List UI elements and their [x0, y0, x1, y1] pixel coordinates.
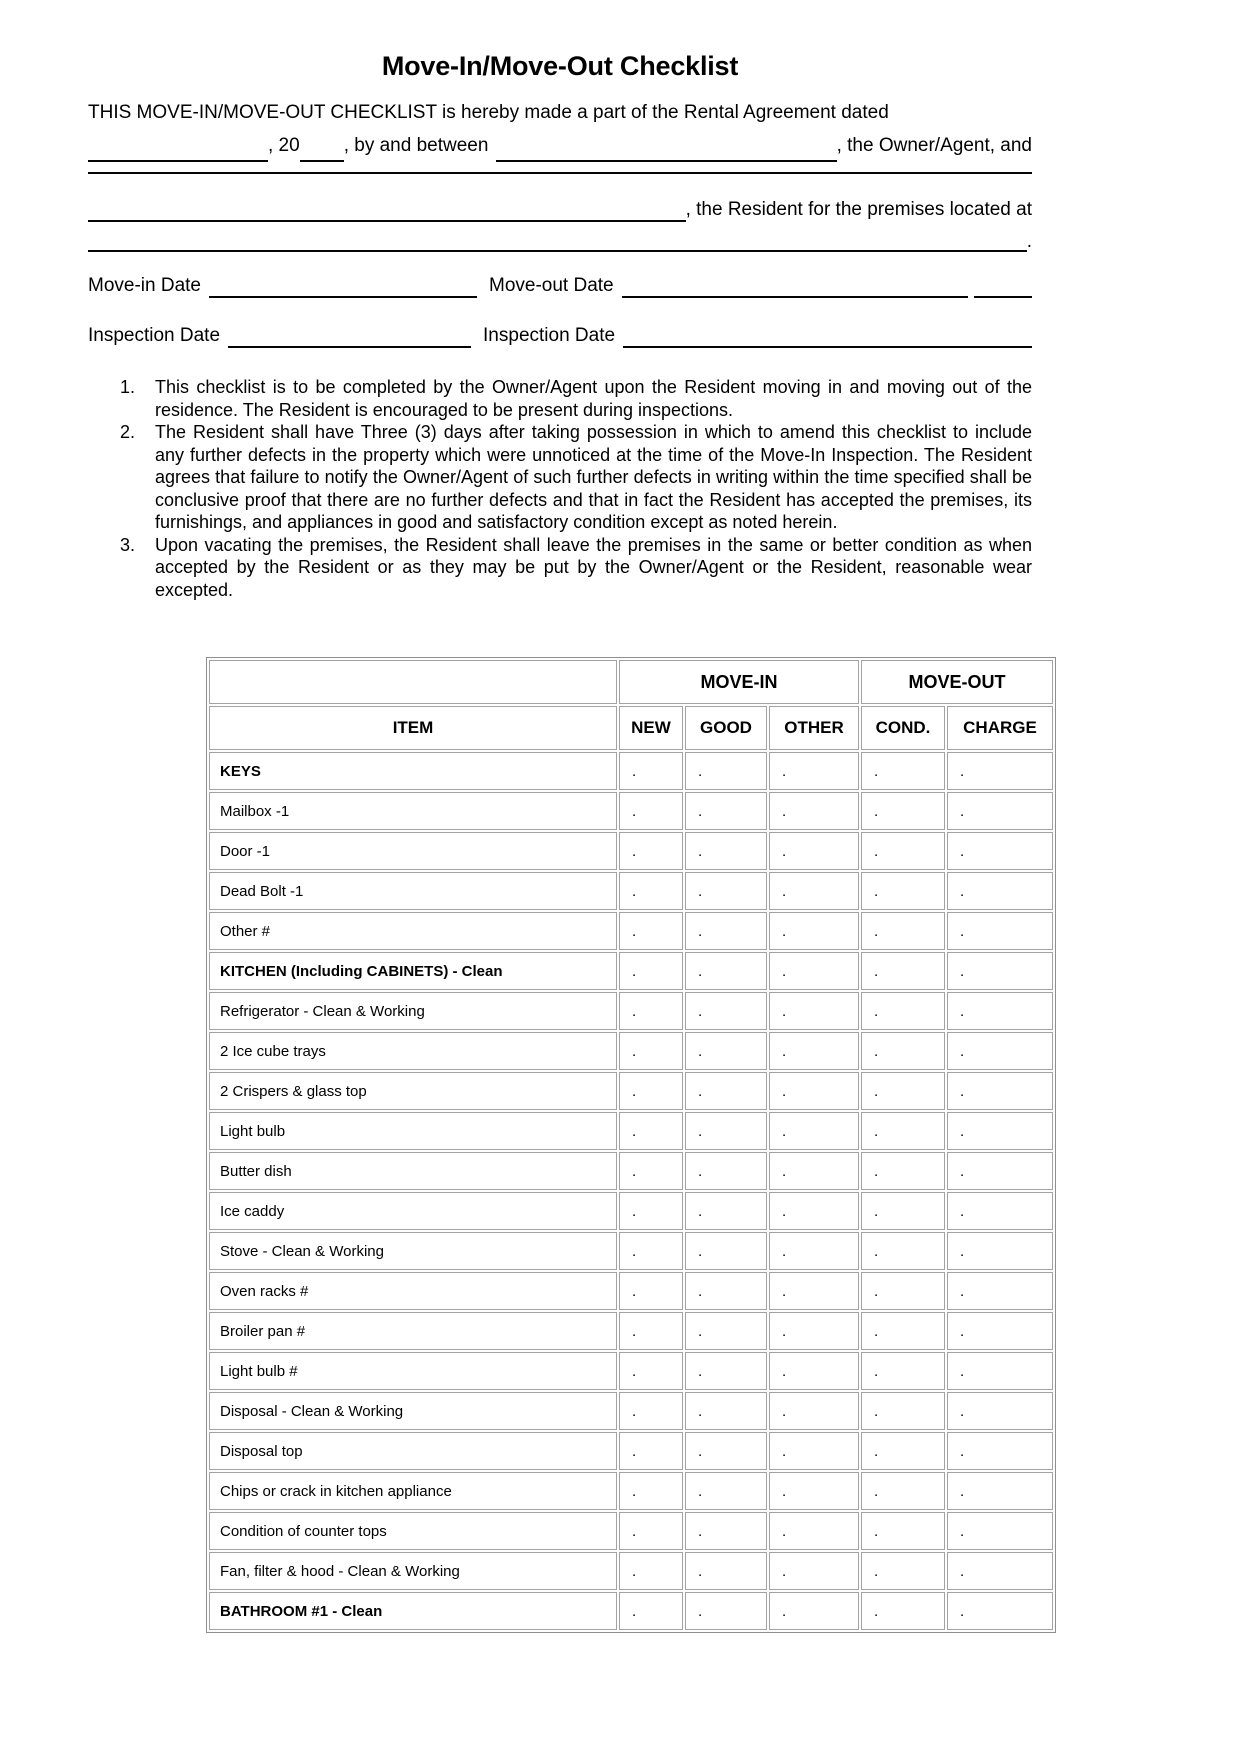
move-in-other-cell: .	[769, 1032, 859, 1070]
item-label: KITCHEN (Including CABINETS) - Clean	[209, 952, 617, 990]
move-out-cond-cell: .	[861, 1072, 945, 1110]
note-number-2: 2.	[120, 422, 136, 442]
move-out-charge-cell: .	[947, 1432, 1053, 1470]
move-in-good-cell: .	[685, 1312, 767, 1350]
move-out-charge-cell: .	[947, 1512, 1053, 1550]
checklist-table	[206, 657, 1056, 1633]
move-in-good-cell: .	[685, 872, 767, 910]
move-out-charge-cell: .	[947, 752, 1053, 790]
move-in-good-cell: .	[685, 952, 767, 990]
item-label: Dead Bolt -1	[209, 872, 617, 910]
move-in-new-cell: .	[619, 1072, 683, 1110]
move-out-date-blank-2	[974, 291, 1032, 298]
move-in-date-blank	[209, 291, 477, 298]
move-out-charge-cell: .	[947, 1392, 1053, 1430]
move-out-charge-cell: .	[947, 1472, 1053, 1510]
resident-name-blank-line	[88, 172, 1032, 174]
item-label: Light bulb	[209, 1112, 617, 1150]
move-in-new-cell: .	[619, 1312, 683, 1350]
item-label: Disposal top	[209, 1432, 617, 1470]
table-row	[209, 1312, 1053, 1350]
move-in-new-cell: .	[619, 1192, 683, 1230]
move-in-new-cell: .	[619, 832, 683, 870]
intro-owner-agent-and: , the Owner/Agent, and	[836, 135, 1032, 156]
item-label: Door -1	[209, 832, 617, 870]
table-row	[209, 752, 1053, 790]
move-out-cond-cell: .	[861, 1152, 945, 1190]
agreement-date-blank	[88, 155, 268, 162]
move-out-cond-cell: .	[861, 752, 945, 790]
move-out-charge-cell: .	[947, 792, 1053, 830]
table-row	[209, 1592, 1053, 1630]
move-in-new-cell: .	[619, 872, 683, 910]
inspection-date-label-1: Inspection Date	[88, 325, 221, 346]
move-out-cond-cell: .	[861, 1592, 945, 1630]
move-out-charge-cell: .	[947, 1232, 1053, 1270]
move-in-other-cell: .	[769, 1472, 859, 1510]
move-out-cond-cell: .	[861, 832, 945, 870]
move-in-new-cell: .	[619, 1392, 683, 1430]
move-out-cond-cell: .	[861, 912, 945, 950]
move-out-cond-cell: .	[861, 1472, 945, 1510]
item-label: Condition of counter tops	[209, 1512, 617, 1550]
resident-premises-text: , the Resident for the premises located at	[685, 199, 1032, 220]
note-item-1	[88, 376, 1032, 421]
item-label: Butter dish	[209, 1152, 617, 1190]
note-text-1: This checklist is to be completed by the Owner/Agent upon the Resident moving in and moving out of the residence. The Resident is encouraged to be present during inspections.	[155, 377, 1032, 420]
item-label: Disposal - Clean & Working	[209, 1392, 617, 1430]
move-dates-row	[88, 274, 1032, 298]
item-label: Mailbox -1	[209, 792, 617, 830]
move-in-other-cell: .	[769, 1192, 859, 1230]
column-header-new: NEW	[619, 706, 683, 750]
intro-by-and-between: , by and between	[343, 135, 489, 156]
move-out-cond-cell: .	[861, 1032, 945, 1070]
move-in-new-cell: .	[619, 792, 683, 830]
move-in-new-cell: .	[619, 1512, 683, 1550]
column-header-cond: COND.	[861, 706, 945, 750]
table-row	[209, 1072, 1053, 1110]
premises-address-blank	[88, 245, 1027, 252]
inspection-date-label-2: Inspection Date	[483, 325, 616, 346]
move-out-cond-cell: .	[861, 952, 945, 990]
table-row	[209, 872, 1053, 910]
move-out-charge-cell: .	[947, 1312, 1053, 1350]
table-row	[209, 1512, 1053, 1550]
table-group-header-row	[209, 660, 1053, 704]
move-in-good-cell: .	[685, 792, 767, 830]
column-header-item: ITEM	[209, 706, 617, 750]
move-in-other-cell: .	[769, 1512, 859, 1550]
move-in-other-cell: .	[769, 1152, 859, 1190]
item-label: Broiler pan #	[209, 1312, 617, 1350]
move-out-charge-cell: .	[947, 912, 1053, 950]
move-in-date-label: Move-in Date	[88, 275, 201, 296]
move-out-charge-cell: .	[947, 1072, 1053, 1110]
move-in-good-cell: .	[685, 1392, 767, 1430]
item-label: Ice caddy	[209, 1192, 617, 1230]
move-in-good-cell: .	[685, 1232, 767, 1270]
move-in-other-cell: .	[769, 832, 859, 870]
move-in-other-cell: .	[769, 1552, 859, 1590]
move-in-other-cell: .	[769, 1072, 859, 1110]
intro-line1: THIS MOVE-IN/MOVE-OUT CHECKLIST is hereby made a part of the Rental Agreement dated	[88, 102, 889, 123]
item-label: 2 Ice cube trays	[209, 1032, 617, 1070]
move-out-charge-cell: .	[947, 832, 1053, 870]
move-in-good-cell: .	[685, 1272, 767, 1310]
table-row	[209, 1552, 1053, 1590]
move-in-other-cell: .	[769, 752, 859, 790]
note-item-3	[88, 534, 1032, 602]
move-in-other-cell: .	[769, 1112, 859, 1150]
move-out-charge-cell: .	[947, 1272, 1053, 1310]
premises-address-line	[88, 232, 1032, 252]
move-out-charge-cell: .	[947, 872, 1053, 910]
table-row	[209, 1272, 1053, 1310]
table-row	[209, 1352, 1053, 1390]
address-period: .	[1026, 231, 1032, 252]
owner-agent-name-blank	[496, 155, 836, 162]
move-in-new-cell: .	[619, 1152, 683, 1190]
move-in-good-cell: .	[685, 1552, 767, 1590]
item-label: Other #	[209, 912, 617, 950]
move-out-date-label: Move-out Date	[489, 275, 614, 296]
table-row	[209, 1392, 1053, 1430]
move-out-charge-cell: .	[947, 1192, 1053, 1230]
move-in-new-cell: .	[619, 1432, 683, 1470]
move-in-new-cell: .	[619, 1552, 683, 1590]
move-in-other-cell: .	[769, 792, 859, 830]
move-in-other-cell: .	[769, 1432, 859, 1470]
move-in-other-cell: .	[769, 1272, 859, 1310]
move-out-cond-cell: .	[861, 1432, 945, 1470]
move-in-new-cell: .	[619, 1352, 683, 1390]
move-in-other-cell: .	[769, 952, 859, 990]
resident-name-blank-2	[88, 215, 686, 222]
move-out-charge-cell: .	[947, 1352, 1053, 1390]
move-in-good-cell: .	[685, 1072, 767, 1110]
item-label: Refrigerator - Clean & Working	[209, 992, 617, 1030]
inspection-date-blank-2	[623, 341, 1032, 348]
move-in-new-cell: .	[619, 752, 683, 790]
move-in-new-cell: .	[619, 952, 683, 990]
move-out-cond-cell: .	[861, 1392, 945, 1430]
note-text-3: Upon vacating the premises, the Resident shall leave the premises in the same or better condition as when accepted by the Resident or as they may be put by the Owner/Agent or the Resident, reasonable wear excepted.	[155, 534, 1032, 600]
move-in-other-cell: .	[769, 872, 859, 910]
move-out-charge-cell: .	[947, 1112, 1053, 1150]
item-label: KEYS	[209, 752, 617, 790]
table-row	[209, 992, 1053, 1030]
move-in-good-cell: .	[685, 1472, 767, 1510]
note-item-2	[88, 421, 1032, 534]
move-in-other-cell: .	[769, 1392, 859, 1430]
move-out-charge-cell: .	[947, 1152, 1053, 1190]
move-out-charge-cell: .	[947, 1552, 1053, 1590]
move-in-other-cell: .	[769, 1592, 859, 1630]
move-out-date-blank	[622, 291, 968, 298]
item-label: Oven racks #	[209, 1272, 617, 1310]
move-out-charge-cell: .	[947, 992, 1053, 1030]
move-out-cond-cell: .	[861, 792, 945, 830]
move-out-cond-cell: .	[861, 872, 945, 910]
table-row	[209, 1192, 1053, 1230]
table-row	[209, 792, 1053, 830]
notes-list	[88, 376, 1032, 601]
move-in-good-cell: .	[685, 1152, 767, 1190]
move-in-good-cell: .	[685, 1112, 767, 1150]
move-out-cond-cell: .	[861, 1272, 945, 1310]
item-label: Stove - Clean & Working	[209, 1232, 617, 1270]
move-in-other-cell: .	[769, 912, 859, 950]
move-out-cond-cell: .	[861, 1192, 945, 1230]
move-in-new-cell: .	[619, 1272, 683, 1310]
move-in-new-cell: .	[619, 1592, 683, 1630]
item-label: Chips or crack in kitchen appliance	[209, 1472, 617, 1510]
move-in-good-cell: .	[685, 1352, 767, 1390]
move-in-new-cell: .	[619, 912, 683, 950]
item-label: 2 Crispers & glass top	[209, 1072, 617, 1110]
item-label: Fan, filter & hood - Clean & Working	[209, 1552, 617, 1590]
move-in-good-cell: .	[685, 912, 767, 950]
move-in-good-cell: .	[685, 1592, 767, 1630]
move-in-other-cell: .	[769, 992, 859, 1030]
move-in-other-cell: .	[769, 1232, 859, 1270]
intro-line2	[88, 129, 1032, 162]
move-in-good-cell: .	[685, 1032, 767, 1070]
move-in-new-cell: .	[619, 1232, 683, 1270]
move-out-charge-cell: .	[947, 952, 1053, 990]
move-in-good-cell: .	[685, 832, 767, 870]
resident-line	[88, 198, 1032, 222]
move-out-cond-cell: .	[861, 1512, 945, 1550]
table-row	[209, 1472, 1053, 1510]
move-out-cond-cell: .	[861, 1552, 945, 1590]
note-text-2: The Resident shall have Three (3) days after taking possession in which to amend this checklist to include any further defects in the property which were unnoticed at the time of the Move-In Inspection. The Resident agrees that failure to notify the Owner/Agent of such further defects in writing within the time specified shall be conclusive proof that there are no further defects and that in fact the Resident has accepted the premises, its furnishings, and appliances in good and satisfactory condition except as noted herein.	[155, 422, 1032, 532]
move-out-group-header: MOVE-OUT	[861, 660, 1053, 704]
table-row	[209, 1032, 1053, 1070]
intro-comma-20: , 20	[268, 135, 300, 156]
move-in-new-cell: .	[619, 1032, 683, 1070]
move-in-good-cell: .	[685, 1432, 767, 1470]
item-label: BATHROOM #1 - Clean	[209, 1592, 617, 1630]
move-in-new-cell: .	[619, 1472, 683, 1510]
table-row	[209, 912, 1053, 950]
move-out-cond-cell: .	[861, 1232, 945, 1270]
item-column-spacer	[209, 660, 617, 704]
table-row	[209, 1432, 1053, 1470]
move-in-good-cell: .	[685, 1192, 767, 1230]
note-number-1: 1.	[120, 377, 136, 397]
inspection-date-blank-1	[228, 341, 471, 348]
inspection-dates-row	[88, 324, 1032, 348]
move-out-cond-cell: .	[861, 1312, 945, 1350]
item-label: Light bulb #	[209, 1352, 617, 1390]
table-row	[209, 832, 1053, 870]
move-in-good-cell: .	[685, 992, 767, 1030]
move-in-good-cell: .	[685, 1512, 767, 1550]
note-number-3: 3.	[120, 534, 136, 555]
column-header-other: OTHER	[769, 706, 859, 750]
table-row	[209, 1112, 1053, 1150]
move-out-cond-cell: .	[861, 1112, 945, 1150]
table-row	[209, 1152, 1053, 1190]
year-blank	[300, 155, 344, 162]
move-in-new-cell: .	[619, 1112, 683, 1150]
column-header-charge: CHARGE	[947, 706, 1053, 750]
move-in-group-header: MOVE-IN	[619, 660, 859, 704]
move-in-other-cell: .	[769, 1352, 859, 1390]
move-in-good-cell: .	[685, 752, 767, 790]
table-row	[209, 952, 1053, 990]
table-column-header-row	[209, 706, 1053, 750]
table-row	[209, 1232, 1053, 1270]
move-in-other-cell: .	[769, 1312, 859, 1350]
checklist-table-body	[209, 752, 1053, 1630]
move-out-charge-cell: .	[947, 1592, 1053, 1630]
intro-paragraph	[88, 96, 1032, 162]
move-out-charge-cell: .	[947, 1032, 1053, 1070]
move-out-cond-cell: .	[861, 992, 945, 1030]
page-title: Move-In/Move-Out Checklist	[381, 51, 739, 81]
move-out-cond-cell: .	[861, 1352, 945, 1390]
column-header-good: GOOD	[685, 706, 767, 750]
move-in-new-cell: .	[619, 992, 683, 1030]
